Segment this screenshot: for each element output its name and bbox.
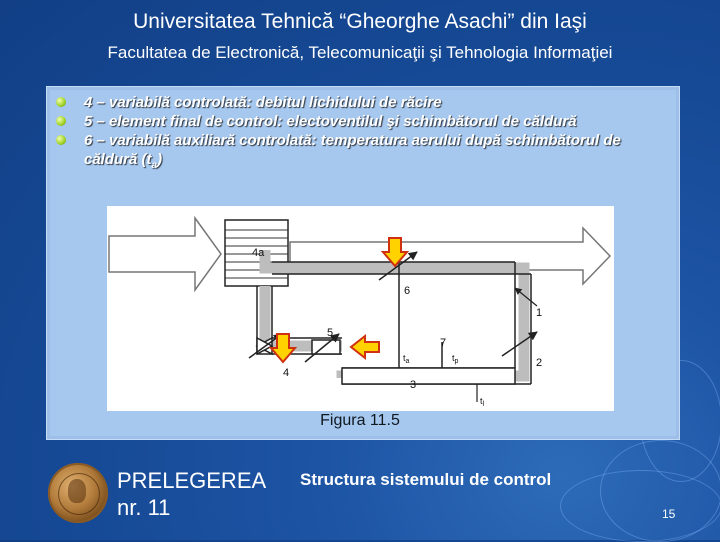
label-4a: 4a	[252, 247, 265, 259]
university-logo	[48, 463, 108, 523]
bullet-text: 5 – element final de control: electoventilul şi schimbătorul de căldură	[84, 113, 577, 130]
label-tp	[452, 353, 459, 365]
bullet-text: 4 – variabilă controlată: debitul lichidului de răcire	[84, 94, 442, 111]
box-3	[342, 368, 515, 384]
bullet-dot-icon	[56, 97, 66, 107]
bullet-list	[56, 93, 656, 175]
label-4: 4	[283, 367, 290, 379]
label-2: 2	[536, 357, 543, 369]
pipe-lines	[257, 262, 531, 384]
bullet-item	[56, 93, 656, 112]
label-7: 7	[440, 337, 447, 349]
label-ta-sub: a	[405, 358, 410, 365]
label-tl-base: t	[480, 396, 483, 406]
bullet-tail: )	[157, 151, 163, 168]
bullet-dot-icon	[56, 116, 66, 126]
lecture-topic: Structura sistemului de control	[300, 470, 552, 489]
label-tp-base: t	[452, 353, 455, 363]
label-tl-sub: l	[482, 401, 485, 408]
logo-portrait	[68, 479, 86, 503]
page-number: 15	[662, 507, 676, 521]
figure-diagram	[107, 206, 614, 411]
lecture-line-1: PRELEGEREA	[117, 468, 267, 493]
label-3: 3	[410, 379, 417, 391]
faculty-subtitle: Facultatea de Electronică, Telecomunicaţii şi Tehnologia Informaţiei	[107, 43, 613, 62]
control-system-figure	[107, 206, 614, 411]
bullet-subscript: a	[151, 160, 158, 171]
bullet-item	[56, 131, 656, 175]
label-5: 5	[327, 327, 334, 339]
label-ta-base: t	[403, 353, 406, 363]
label-6: 6	[404, 285, 411, 297]
university-title: Universitatea Tehnică “Gheorghe Asachi” din Iaşi	[133, 10, 587, 33]
figure-caption: Figura 11.5	[320, 412, 400, 429]
bullet-item	[56, 112, 656, 131]
label-ta	[403, 353, 410, 365]
label-tp-sub: p	[454, 358, 459, 365]
label-1: 1	[536, 307, 543, 319]
bullet-dot-icon	[56, 135, 66, 145]
lecture-label	[117, 467, 266, 521]
lecture-line-2: nr. 11	[117, 495, 171, 520]
air-inlet-arrow	[109, 218, 221, 290]
label-tl	[480, 396, 485, 408]
highlight-arrow-left-icon	[351, 336, 379, 358]
air-outlet-arrow	[290, 228, 610, 284]
bullet-text: 6 – variabilă auxiliară controlată: temperatura aerului după schimbătorul de căldură (t	[84, 132, 621, 168]
